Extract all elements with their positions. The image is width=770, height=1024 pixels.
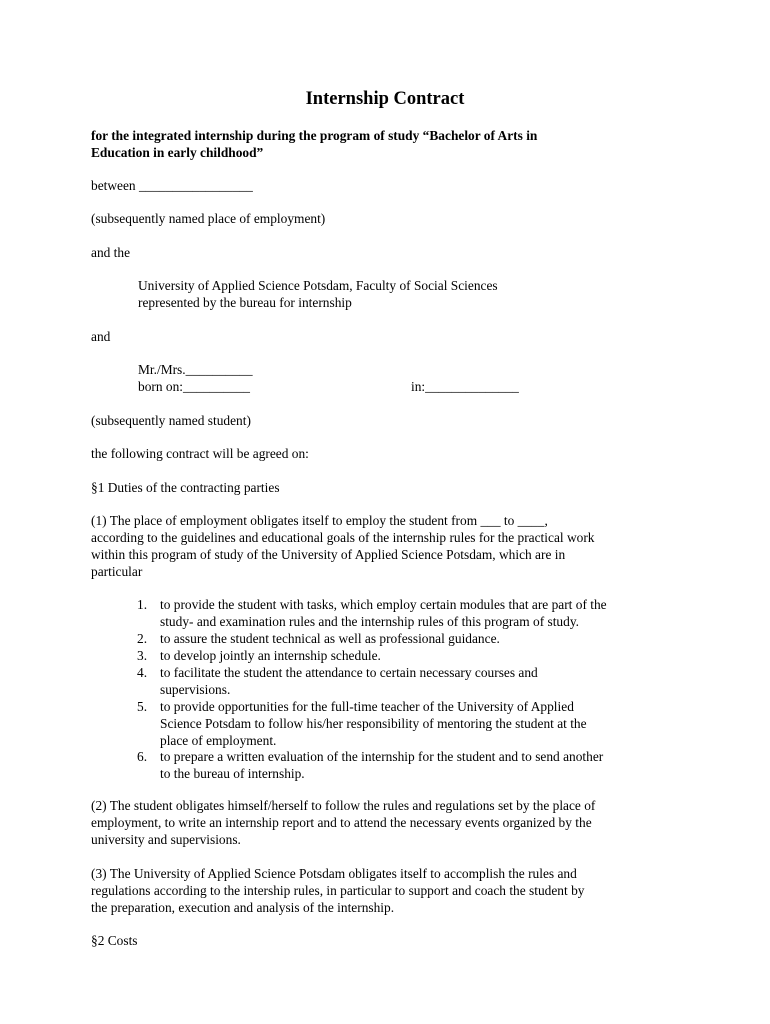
para2-line: (2) The student obligates himself/herself to follow the rules and regulations set by the place of	[91, 798, 596, 813]
student-named-text: (subsequently named student)	[91, 413, 251, 428]
list-item-line: place of employment.	[160, 733, 277, 748]
list-number: 4.	[137, 665, 148, 680]
list-number: 3.	[137, 648, 148, 663]
list-item-line: to the bureau of internship.	[160, 766, 305, 781]
list-item-line: study- and examination rules and the internship rules of this program of study.	[160, 614, 579, 629]
list-number: 5.	[137, 699, 148, 714]
para1-line: within this program of study of the University of Applied Science Potsdam, which are in	[91, 547, 566, 562]
list-item-line: supervisions.	[160, 682, 231, 697]
list-number: 2.	[137, 631, 148, 646]
list-item-line: to prepare a written evaluation of the internship for the student and to send another	[160, 749, 604, 764]
para3-line: (3) The University of Applied Science Potsdam obligates itself to accomplish the rules and	[91, 866, 577, 881]
section-1-heading: §1 Duties of the contracting parties	[91, 480, 280, 495]
para1-line: particular	[91, 564, 143, 579]
and-the-text: and the	[91, 245, 131, 260]
subtitle-line-1: for the integrated internship during the program of study “Bachelor of Arts in	[91, 128, 538, 143]
para3-line: regulations according to the intership rules, in particular to support and coach the student by	[91, 883, 585, 898]
section-2-heading: §2 Costs	[91, 933, 138, 948]
list-item-line: Science Potsdam to follow his/her responsibility of mentoring the student at the	[160, 716, 587, 731]
subtitle-line-2: Education in early childhood”	[91, 145, 264, 160]
university-line-1: University of Applied Science Potsdam, Faculty of Social Sciences	[138, 278, 498, 293]
list-item-line: to assure the student technical as well as professional guidance.	[160, 631, 500, 646]
list-item-line: to develop jointly an internship schedule.	[160, 648, 381, 663]
para3-line: the preparation, execution and analysis of the internship.	[91, 900, 395, 915]
agreed-text: the following contract will be agreed on:	[91, 446, 309, 461]
para2-line: employment, to write an internship report and to attend the necessary events organized by the	[91, 815, 592, 830]
mr-mrs-field: Mr./Mrs.__________	[138, 362, 253, 377]
document-title: Internship Contract	[305, 89, 465, 109]
para2-line: university and supervisions.	[91, 832, 241, 847]
list-item-line: to facilitate the student the attendance to certain necessary courses and	[160, 665, 538, 680]
place-named-text: (subsequently named place of employment)	[91, 211, 326, 226]
list-item-line: to provide the student with tasks, which employ certain modules that are part of the	[160, 597, 607, 612]
list-number: 6.	[137, 749, 148, 764]
list-item-line: to provide opportunities for the full-time teacher of the University of Applied	[160, 699, 574, 714]
in-field: in:______________	[411, 379, 519, 394]
born-on-field: born on:__________	[138, 379, 250, 394]
and-text: and	[91, 329, 111, 344]
list-number: 1.	[137, 597, 148, 612]
para1-line: according to the guidelines and educational goals of the internship rules for the practical work	[91, 530, 595, 545]
university-line-2: represented by the bureau for internship	[138, 295, 352, 310]
para1-line: (1) The place of employment obligates itself to employ the student from ___ to ____,	[91, 513, 548, 528]
between-field: between _________________	[91, 178, 253, 193]
